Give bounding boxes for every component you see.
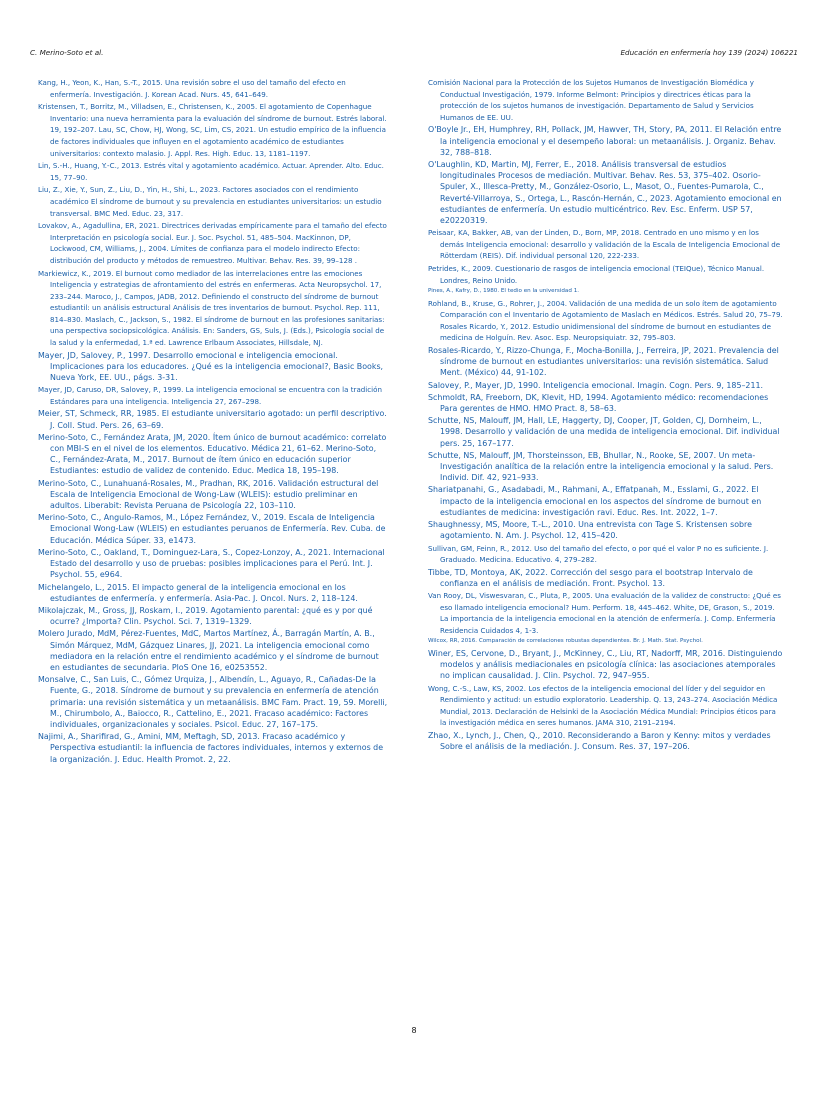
reference-item[interactable]: Schutte, NS, Malouff, JM, Thorsteinsson, EB, Bhullar, N., Rooke, SE, 2007. Un meta-Investigación analítica de la relación entre la inteligencia emocional y la salud. Pers. Individ. Dif. 42, 921–933. xyxy=(428,450,774,483)
running-header xyxy=(30,48,798,60)
reference-item[interactable]: Markiewicz, K., 2019. El burnout como mediador de las interrelaciones entre las emociones Inteligencia y estrategias de afrontamiento del estrés en enfermeras. Acta Neuropsychol. 17, 233–244. Maroco, J., Campos, JADB, 2012. Definiendo el constructo del síndrome de burnout estudiantil: un análisis estructural Análisis de tres inventarios de burnout. Psychol. Rep. 111, 814–830. Maslach, C., Jackson, S., 1982. El síndrome de burnout en las profesiones sanitarias: una perspectiva sociopsicológica. Análisis. En: Sanders, GS, Suls, J. (Eds.), Psicología social de la salud y la enfermedad, 1.ª ed. Lawrence Erlbaum Associates, Hillsdale, NJ. xyxy=(38,268,385,348)
reference-item[interactable]: Lovakov, A., Agadullina, ER, 2021. Directrices derivadas empíricamente para el tamaño del efecto Interpretación en psicología social. Eur. J. Soc. Psychol. 51, 485–504. MacKinnon, DP, Lockwood, CM, Williams, J., 2004. Límites de confianza para el modelo indirecto Efecto: distribución del producto y métodos de remuestreo. Multivar. Behav. Res. 39, 99–128 . xyxy=(38,221,387,265)
reference-item[interactable]: Peisaar, KA, Bakker, AB, van der Linden, D., Born, MP, 2018. Centrado en uno mismo y en los demás Inteligencia emocional: desarrollo y validación de la Escala de Inteligencia Emocional de Rötterdam (REIS). Dif. individual personal 120, 222-233. xyxy=(428,228,781,261)
reference-item[interactable]: Monsalve, C., San Luis, C., Gómez Urquiza, J., Albendín, L., Aguayo, R., Cañadas-De la Fuente, G., 2018. Síndrome de burnout y su prevalencia en enfermería de atención primaria: una revisión sistemática y un metaanálisis. BMC Fam. Pract. 19, 59. Morelli, M., Chirumbolo, A., Baiocco, R., Cattelino, E., 2021. Fracaso académico: Factores individuales, organizacionales y sociales. Psicol. Educ. 27, 167–175. xyxy=(38,675,388,729)
reference-item[interactable]: Schutte, NS, Malouff, JM, Hall, LE, Haggerty, DJ, Cooper, JT, Golden, CJ, Dornheim, L., 1998. Desarrollo y validación de una medida de inteligencia emocional. Dif. individual pers. 25, 167–177. xyxy=(428,416,780,448)
reference-item[interactable]: Shariatpanahi, G., Asadabadi, M., Rahmani, A., Effatpanah, M., Esslami, G., 2022. El impacto de la inteligencia emocional en los aspectos del síndrome de burnout en estudiantes de medicina: investigación ravi. Educ. Res. Int. 2022, 1–7. xyxy=(428,485,762,517)
reference-item[interactable]: Kristensen, T., Borritz, M., Villadsen, E., Christensen, K., 2005. El agotamiento de Copenhague Inventario: una nueva herramienta para la evaluación del síndrome de burnout. Estrés laboral. 19, 192–207. Lau, SC, Chow, HJ, Wong, SC, Lim, CS, 2021. Un estudio empírico de la influencia de factores individuales que influyen en el agotamiento académico de estudiantes universitarios: contexto malasio. J. Appl. Res. High. Educ. 13, 1181–1197. xyxy=(38,102,387,158)
reference-item[interactable]: Merino-Soto, C., Lunahuaná-Rosales, M., Pradhan, RK, 2016. Validación estructural del Escala de Inteligencia Emocional de Wong-Law (WLEIS): estudio preliminar en adultos. Liberabit: Revista Peruana de Psicología 22, 103–110. xyxy=(38,478,379,511)
reference-item[interactable]: Najimi, A., Sharifirad, G., Amini, MM, Meftagh, SD, 2013. Fracaso académico y Perspectiva estudiantil: la influencia de factores individuales, internos y externos de la organización. J. Educ. Health Promot. 2, 22. xyxy=(38,732,384,764)
page-number: 8 xyxy=(411,1026,417,1035)
reference-item[interactable]: Pines, A., Kafry, D., 1980. El tedio en la universidad 1. xyxy=(428,288,580,295)
reference-item[interactable]: Comisión Nacional para la Protección de los Sujetos Humanos de Investigación Biomédica y Conductual Investigación, 1979. Informe Belmont: Principios y directrices éticas para la protección de los sujetos humanos de investigación. Departamento de Salud y Servicios Humanos de EE. UU. xyxy=(428,78,754,122)
reference-item[interactable]: Mikolajczak, M., Gross, JJ, Roskam, I., 2019. Agotamiento parental: ¿qué es y por qué ocurre? ¿Importa? Clin. Psychol. Sci. 7, 1319–1329. xyxy=(38,605,373,627)
reference-item[interactable]: Molero Jurado, MdM, Pérez-Fuentes, MdC, Martos Martínez, Á., Barragán Martín, A. B., Simón Márquez, MdM, Gázquez Linares, JJ, 2021. La inteligencia emocional como mediadora en la relación entre el rendimiento académico y el síndrome de burnout en estudiantes de secundaria. PloS One 16, e0253552. xyxy=(38,629,379,672)
reference-item[interactable]: Merino-Soto, C., Angulo-Ramos, M., López Fernández, V., 2019. Escala de Inteligencia Emocional Wong-Law (WLEIS) en estudiantes peruanos de Enfermería. Rev. Cuba. de Educación. Médica Súper. 33, e1473. xyxy=(38,513,386,545)
references-right-column xyxy=(428,77,783,753)
reference-item[interactable]: Schmoldt, RA, Freeborn, DK, Klevit, HD, 1994. Agotamiento médico: recomendaciones Para gerentes de HMO. HMO Pract. 8, 58–63. xyxy=(428,392,769,414)
reference-item[interactable]: Winer, ES, Cervone, D., Bryant, J., McKinney, C., Liu, RT, Nadorff, MR, 2016. Distinguiendo modelos y análisis mediacionales en psicología clínica: las asociaciones atemporales no implican causalidad. J. Clin. Psychol. 72, 947–955. xyxy=(428,648,783,681)
reference-item[interactable]: Rohland, B., Kruse, G., Rohrer, J., 2004. Validación de una medida de un solo ítem de agotamiento Comparación con el Inventario de Agotamiento de Maslach en Médicos. Estrés. Salud 20, 75–79. Rosales Ricardo, Y., 2012. Estudio unidimensional del síndrome de burnout en estudiantes de medicina de Holguín. Rev. Asoc. Esp. Neuropsiquiatr. 32, 795–803. xyxy=(428,298,783,343)
header-authors: C. Merino-Soto et al. xyxy=(30,48,104,57)
reference-item[interactable]: Mayer, JD, Salovey, P., 1997. Desarrollo emocional e inteligencia emocional. Implicaciones para los educadores. ¿Qué es la inteligencia emocional?, Basic Books, Nueva York, EE. UU., págs. 3-31. xyxy=(38,350,384,383)
reference-item[interactable]: Salovey, P., Mayer, JD, 1990. Inteligencia emocional. Imagin. Cogn. Pers. 9, 185–211. xyxy=(428,380,763,390)
reference-item[interactable]: Van Rooy, DL, Viswesvaran, C., Pluta, P., 2005. Una evaluación de la validez de constructo: ¿Qué es eso llamado inteligencia emocional? Hum. Perform. 18, 445–462. White, DE, Grason, S., 2019. La importancia de la inteligencia emocional en la atención de enfermería. J. Comp. Enfermería Residencia Cuidados 4, 1-3. xyxy=(428,591,781,635)
reference-item[interactable]: Merino-Soto, C., Oakland, T., Dominguez-Lara, S., Copez-Lonzoy, A., 2021. Internacional Estado del desarrollo y uso de pruebas: posibles implicaciones para el Perú. Int. J. Psychol. 55, e964. xyxy=(38,547,385,580)
reference-item[interactable]: Liu, Z., Xie, Y., Sun, Z., Liu, D., Yin, H., Shi, L., 2023. Factores asociados con el rendimiento académico El síndrome de burnout y su prevalencia en estudiantes universitarios: un estudio transversal. BMC Med. Educ. 23, 317. xyxy=(38,185,382,218)
reference-item[interactable]: Petrides, K., 2009. Cuestionario de rasgos de inteligencia emocional (TEIQue), Técnico Manual. Londres, Reino Unido. xyxy=(428,263,765,285)
reference-item[interactable]: Sullivan, GM, Feinn, R., 2012. Uso del tamaño del efecto, o por qué el valor P no es suficiente. J. Graduado. Medicina. Educativo. 4, 279–282. xyxy=(428,543,769,565)
reference-item[interactable]: Merino-Soto, C., Fernández Arata, JM, 2020. Ítem único de burnout académico: correlato con MBI-S en el nivel de los elementos. Educativo. Médica 21, 61–62. Merino-Soto, C., Fernández-Arata, M., 2017. Burnout de ítem único en educación superior Estudiantes: estudio de validez de contenido. Educ. Medica 18, 195–198. xyxy=(38,432,387,476)
header-journal: Educación en enfermería hoy 139 (2024) 106221 xyxy=(620,48,798,57)
reference-item[interactable]: Zhao, X., Lynch, J., Chen, Q., 2010. Reconsiderando a Baron y Kenny: mitos y verdades Sobre el análisis de la mediación. J. Consum. Res. 37, 197–206. xyxy=(428,730,771,752)
reference-item[interactable]: O'Boyle Jr., EH, Humphrey, RH, Pollack, JM, Hawver, TH, Story, PA, 2011. El Relación entre la inteligencia emocional y el desempeño laboral: un metaanálisis. J. Organiz. Behav. 32, 788–818. xyxy=(428,125,782,157)
reference-item[interactable]: Wong, C.-S., Law, KS, 2002. Los efectos de la inteligencia emocional del líder y del seguidor en Rendimiento y actitud: un estudio exploratorio. Leadership. Q. 13, 243–274. Asociación Médica Mundial, 2013. Declaración de Helsinki de la Asociación Médica Mundial: Principios éticos para la investigación médica en seres humanos. JAMA 310, 2191–2194. xyxy=(428,683,778,728)
reference-item[interactable]: Meier, ST, Schmeck, RR, 1985. El estudiante universitario agotado: un perfil descriptivo. J. Coll. Stud. Pers. 26, 63–69. xyxy=(38,409,387,430)
reference-item[interactable]: Rosales-Ricardo, Y., Rizzo-Chunga, F., Mocha-Bonilla, J., Ferreira, JP, 2021. Prevalencia del síndrome de burnout en estudiantes universitarios: una revisión sistemática. Salud Ment. (México) 44, 91-102. xyxy=(428,346,779,378)
reference-item[interactable]: Shaughnessy, MS, Moore, T.-L., 2010. Una entrevista con Tage S. Kristensen sobre agotamiento. N. Am. J. Psychol. 12, 415–420. xyxy=(428,520,752,541)
reference-item[interactable]: Lin, S.-H., Huang, Y.-C., 2013. Estrés vital y agotamiento académico. Actuar. Aprender. Alto. Educ. 15, 77–90. xyxy=(38,161,384,182)
reference-item[interactable]: Tibbe, TD, Montoya, AK, 2022. Corrección del sesgo para el bootstrap Intervalo de confianza en el análisis de mediación. Front. Psychol. 13. xyxy=(428,567,753,588)
reference-item[interactable]: Kang, H., Yeon, K., Han, S.-T., 2015. Una revisión sobre el uso del tamaño del efecto en enfermería. Investigación. J. Korean Acad. Nurs. 45, 641–649. xyxy=(38,78,346,99)
references-left-column xyxy=(38,77,388,766)
reference-item[interactable]: O'Laughlin, KD, Martin, MJ, Ferrer, E., 2018. Análisis transversal de estudios longitudinales Procesos de mediación. Multivar. Behav. Res. 53, 375–402. Osorio-Spuler, X., Illesca-Pretty, M., González-Osorio, L., Masot, O., Fuentes-Pumarola, C., Reverté-Villarroya, S., Ortega, L., Rascón-Hernán, C., 2023. Agotamiento emocional en estudiantes de enfermería. Un estudio multicéntrico. Rev. Esc. Enferm. USP 57, e20220319. xyxy=(428,159,782,225)
reference-item[interactable]: Wilcox, RR, 2016. Comparación de correlaciones robustas dependientes. Br. J. Math. Stat. Psychol. xyxy=(428,638,703,645)
reference-item[interactable]: Mayer, JD, Caruso, DR, Salovey, P., 1999. La inteligencia emocional se encuentra con la tradición Estándares para una inteligencia. Inteligencia 27, 267–298. xyxy=(38,385,382,406)
reference-item[interactable]: Michelangelo, L., 2015. El impacto general de la inteligencia emocional en los estudiantes de enfermería. y enfermería. Asia-Pac. J. Oncol. Nurs. 2, 118–124. xyxy=(38,582,358,603)
